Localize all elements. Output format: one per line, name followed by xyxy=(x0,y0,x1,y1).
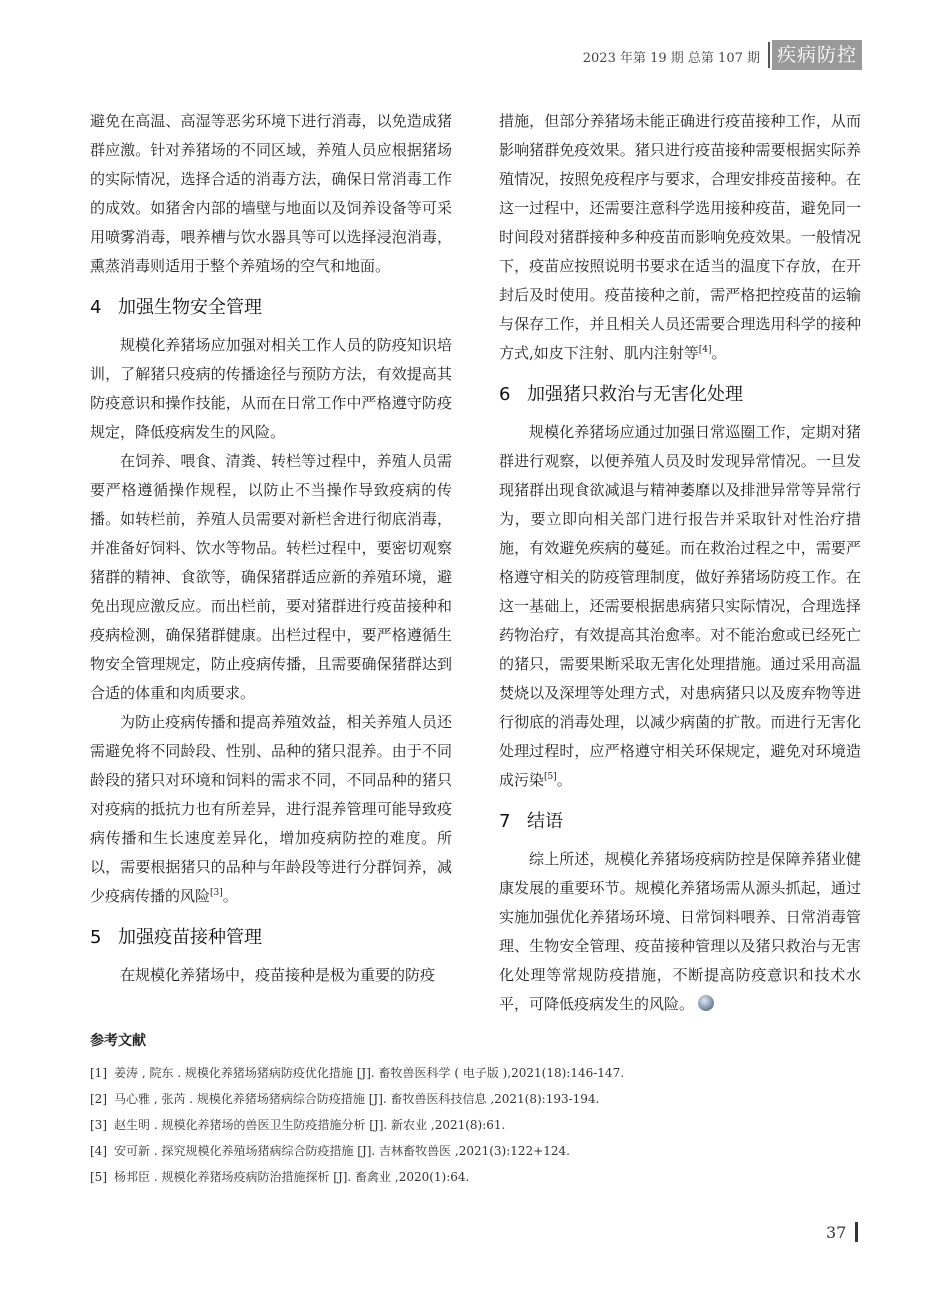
reference-item xyxy=(90,1060,870,1086)
paragraph xyxy=(499,107,861,368)
section-number: 4 xyxy=(90,297,102,318)
paragraph: 在饲养、喂食、清粪、转栏等过程中，养殖人员需要严格遵循操作规程，以防止不当操作导致疫病的传播。如转栏前，养殖人员需要对新栏舍进行彻底消毒，并准备好饲料、饮水等物品。转栏过程中，要密切观察猪群的精神、食欲等，确保猪群适应新的养殖环境，避免出现应激反应。而出栏前，要对猪群进行疫苗接种和疫病检测，确保猪群健康。出栏过程中，要严格遵循生物安全管理规定，防止疫病传播，且需要确保猪群达到合适的体重和肉质要求。 xyxy=(90,452,452,702)
paragraph-end: 。 xyxy=(711,344,727,362)
column-tag: 疾病防控 xyxy=(772,40,862,70)
paragraph-text: 综上所述，规模化养猪场疫病防控是保障养猪业健康发展的重要环节。规模化养猪场需从源头抓起，通过实施加强优化养猪场环境、日常饲料喂养、日常消毒管理、生物安全管理、疫苗接种管理以及猪只救治与无害化处理等常规防疫措施，不断提高防疫意识和技术水平，可降低疫病发生的风险。 xyxy=(499,850,861,1013)
section-heading-4 xyxy=(90,293,452,323)
section-number: 5 xyxy=(90,927,102,948)
paragraph-text: 为防止疫病传播和提高养殖效益，相关养殖人员还需避免将不同龄段、性别、品种的猪只混养。由于不同龄段的猪只对环境和饲料的需求不同，不同品种的猪只对疫病的抵抗力也有所差异，进行混养管理可能导致疫病传播和生长速度差异化，增加疫病防控的难度。所以，需要根据猪只的品种与年龄段等进行分群饲养，减少疫病传播的风险 xyxy=(90,713,452,905)
header-divider xyxy=(768,42,770,68)
reference-text: 杨邦臣 . 规模化养猪场疫病防治措施探析 [J]. 畜禽业 ,2020(1):64. xyxy=(114,1170,470,1184)
section-title: 加强生物安全管理 xyxy=(118,297,262,318)
paragraph xyxy=(499,418,861,795)
section-number: 6 xyxy=(499,384,511,405)
reference-number: [1] xyxy=(90,1066,107,1080)
reference-item xyxy=(90,1086,870,1112)
reference-number: [5] xyxy=(90,1170,107,1184)
paragraph xyxy=(499,845,861,1019)
paragraph: 避免在高温、高湿等恶劣环境下进行消毒，以免造成猪群应激。针对养猪场的不同区域，养殖人员应根据猪场的实际情况，选择合适的消毒方法，确保日常消毒工作的成效。如猪舍内部的墙壁与地面以及饲养设备等可采用喷雾消毒，喂养槽与饮水器具等可以选择浸泡消毒，熏蒸消毒则适用于整个养殖场的空气和地面。 xyxy=(90,112,452,275)
section-heading-7 xyxy=(499,807,861,837)
references-title: 参考文献 xyxy=(90,1033,146,1049)
citation-ref: [5] xyxy=(544,772,557,782)
citation-ref: [3] xyxy=(210,888,223,898)
section-heading-5 xyxy=(90,923,452,953)
reference-text: 马心雅 , 张芮 . 规模化养猪场猪病综合防疫措施 [J]. 畜牧兽医科技信息 ,2021(8):193-194. xyxy=(114,1092,600,1106)
reference-item xyxy=(90,1164,870,1190)
paragraph xyxy=(90,708,452,911)
page-number-bar xyxy=(855,1222,858,1242)
reference-item xyxy=(90,1138,870,1164)
paragraph-text: 规模化养猪场应通过加强日常巡圈工作，定期对猪群进行观察，以便养殖人员及时发现异常情况。一旦发现猪群出现食欲减退与精神萎靡以及排泄异常等异常行为，要立即向相关部门进行报告并采取针对性治疗措施，有效避免疾病的蔓延。而在救治过程之中，需要严格遵守相关的防疫管理制度，做好养猪场防疫工作。在这一基础上，还需要根据患病猪只实际情况，合理选择药物治疗，有效提高其治愈率。对不能治愈或已经死亡的猪只，需要果断采取无害化处理措施。通过采用高温焚烧以及深埋等处理方式，对患病猪只以及废弃物等进行彻底的消毒处理，以减少病菌的扩散。而进行无害化处理过程时，应严格遵守相关环保规定，避免对环境造成污染 xyxy=(499,423,861,789)
reference-text: 赵生明 . 规模化养猪场的兽医卫生防疫措施分析 [J]. 新农业 ,2021(8):61. xyxy=(114,1118,506,1132)
reference-number: [2] xyxy=(90,1092,107,1106)
paragraph-end: 。 xyxy=(556,771,572,789)
paragraph: 规模化养猪场应加强对相关工作人员的防疫知识培训，了解猪只疫病的传播途径与预防方法，有效提高其防疫意识和操作技能，从而在日常工作中严格遵守防疫规定，降低疫病发生的风险。 xyxy=(90,336,452,441)
paragraph: 在规模化养猪场中，疫苗接种是极为重要的防疫 xyxy=(120,966,436,984)
issue-info: 2023 年第 19 期 总第 107 期 xyxy=(582,51,760,66)
right-column xyxy=(499,107,861,1019)
paragraph-end: 。 xyxy=(222,887,238,905)
page-number: 37 xyxy=(826,1223,847,1242)
reference-item xyxy=(90,1112,870,1138)
references xyxy=(90,1030,870,1190)
reference-text: 姜涛 , 院东 . 规模化养猪场猪病防疫优化措施 [J]. 畜牧兽医科学 ( 电子版 ),2021(18):146-147. xyxy=(114,1066,625,1080)
reference-text: 安可新 . 探究规模化养殖场猪病综合防疫措施 [J]. 吉林畜牧兽医 ,2021(3):122+124. xyxy=(114,1144,570,1158)
paragraph-text: 措施，但部分养猪场未能正确进行疫苗接种工作，从而影响猪群免疫效果。猪只进行疫苗接种需要根据实际养殖情况，按照免疫程序与要求，合理安排疫苗接种。在这一过程中，还需要注意科学选用接种疫苗，避免同一时间段对猪群接种多种疫苗而影响免疫效果。一般情况下，疫苗应按照说明书要求在适当的温度下存放，在开封后及时使用。疫苗接种之前，需严格把控疫苗的运输与保存工作，并且相关人员还需要合理选用科学的接种方式,如皮下注射、肌内注射等 xyxy=(499,112,861,362)
references-list xyxy=(90,1060,870,1190)
section-heading-6 xyxy=(499,380,861,410)
end-mark-icon xyxy=(698,995,714,1011)
section-title: 结语 xyxy=(527,811,563,832)
reference-number: [4] xyxy=(90,1144,107,1158)
section-title: 加强疫苗接种管理 xyxy=(118,927,262,948)
section-number: 7 xyxy=(499,811,511,832)
left-column xyxy=(90,107,452,990)
reference-number: [3] xyxy=(90,1118,107,1132)
section-title: 加强猪只救治与无害化处理 xyxy=(527,384,743,405)
citation-ref: [4] xyxy=(698,345,712,355)
